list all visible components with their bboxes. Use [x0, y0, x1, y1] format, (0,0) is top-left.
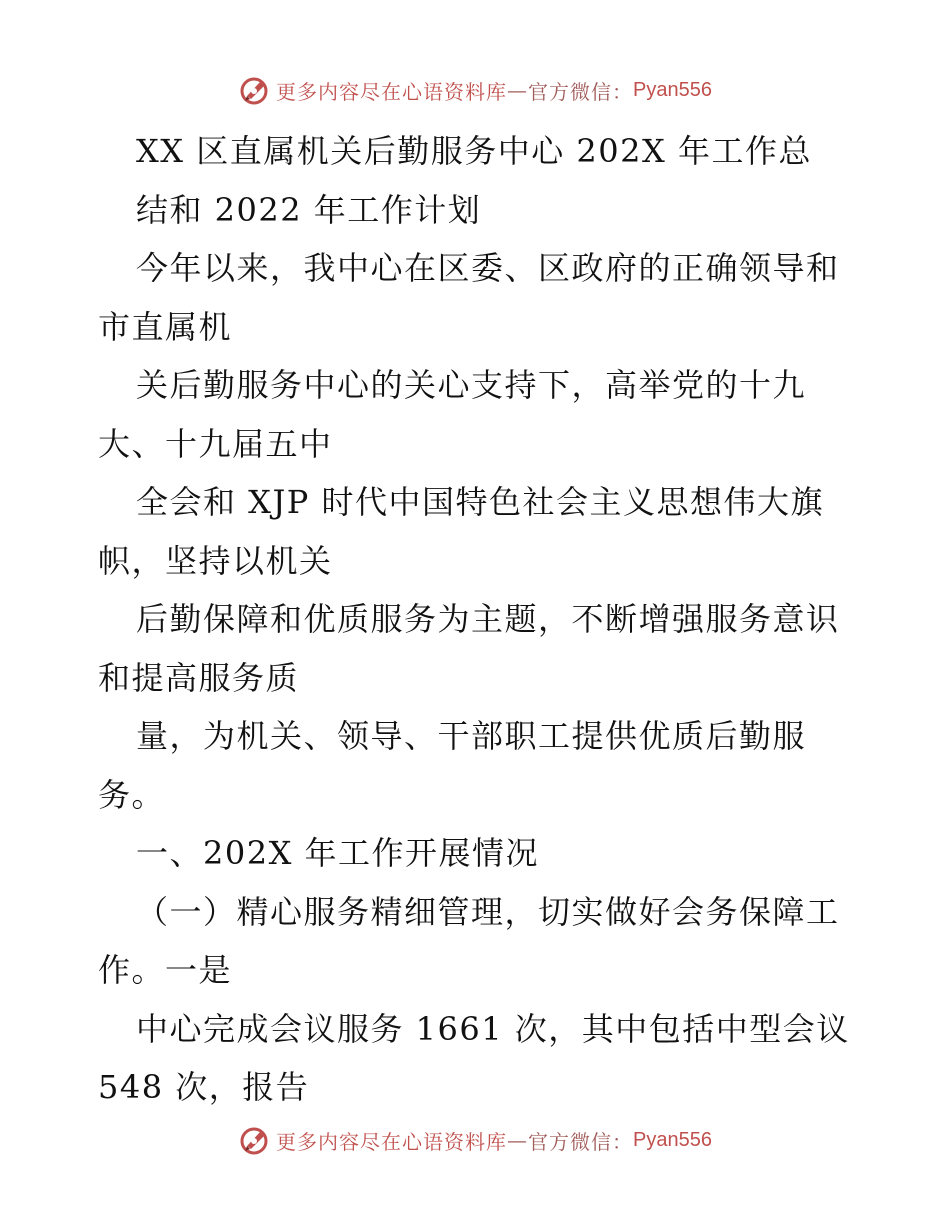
- banner-wechat-id: Pyan556: [633, 78, 712, 101]
- doc-line: 量，为机关、领导、干部职工提供优质后勤服: [136, 717, 807, 755]
- banner-text: 更多内容尽在心语资料库: [276, 1129, 508, 1154]
- doc-line: 务。: [98, 775, 166, 814]
- banner-wechat-label: 官方微信：: [528, 79, 634, 104]
- doc-line: 作。一是: [98, 951, 233, 989]
- banner-text: 更多内容尽在心语资料库: [276, 79, 508, 104]
- banner-wechat-id: Pyan556: [633, 1128, 712, 1151]
- doc-line: （一）精心服务精细管理，切实做好会务保障工: [136, 892, 840, 931]
- doc-line: 帜，坚持以机关: [98, 541, 333, 580]
- doc-line: 中心完成会议服务 1661 次，其中包括中型会议: [136, 1009, 850, 1048]
- doc-line: 关后勤服务中心的关心支持下，高举党的十九: [136, 366, 807, 404]
- doc-line: 市直属机: [98, 307, 233, 346]
- banner-dash: —: [507, 78, 529, 102]
- doc-line: 后勤保障和优质服务为主题，不断增强服务意识: [136, 600, 840, 638]
- header-banner: [0, 70, 950, 110]
- doc-line: 结和 2022 年工作计划: [136, 190, 482, 229]
- doc-line: 今年以来，我中心在区委、区政府的正确领导和: [136, 249, 840, 287]
- banner-wechat-label: 官方微信：: [528, 1129, 634, 1154]
- banner-dash: —: [507, 1128, 529, 1152]
- pen-logo-icon: [238, 74, 270, 106]
- doc-line: 全会和 XJP 时代中国特色社会主义思想伟大旗: [136, 483, 824, 521]
- doc-line: 548 次，报告: [98, 1068, 310, 1106]
- section-heading: 一、202X 年工作开展情况: [136, 834, 540, 872]
- document-body: [98, 122, 858, 1117]
- pen-logo-icon: [238, 1124, 270, 1156]
- doc-line: XX 区直属机关后勤服务中心 202X 年工作总: [136, 132, 812, 170]
- doc-line: 大、十九届五中: [98, 424, 333, 463]
- doc-line: 和提高服务质: [98, 658, 300, 697]
- footer-banner: [0, 1120, 950, 1160]
